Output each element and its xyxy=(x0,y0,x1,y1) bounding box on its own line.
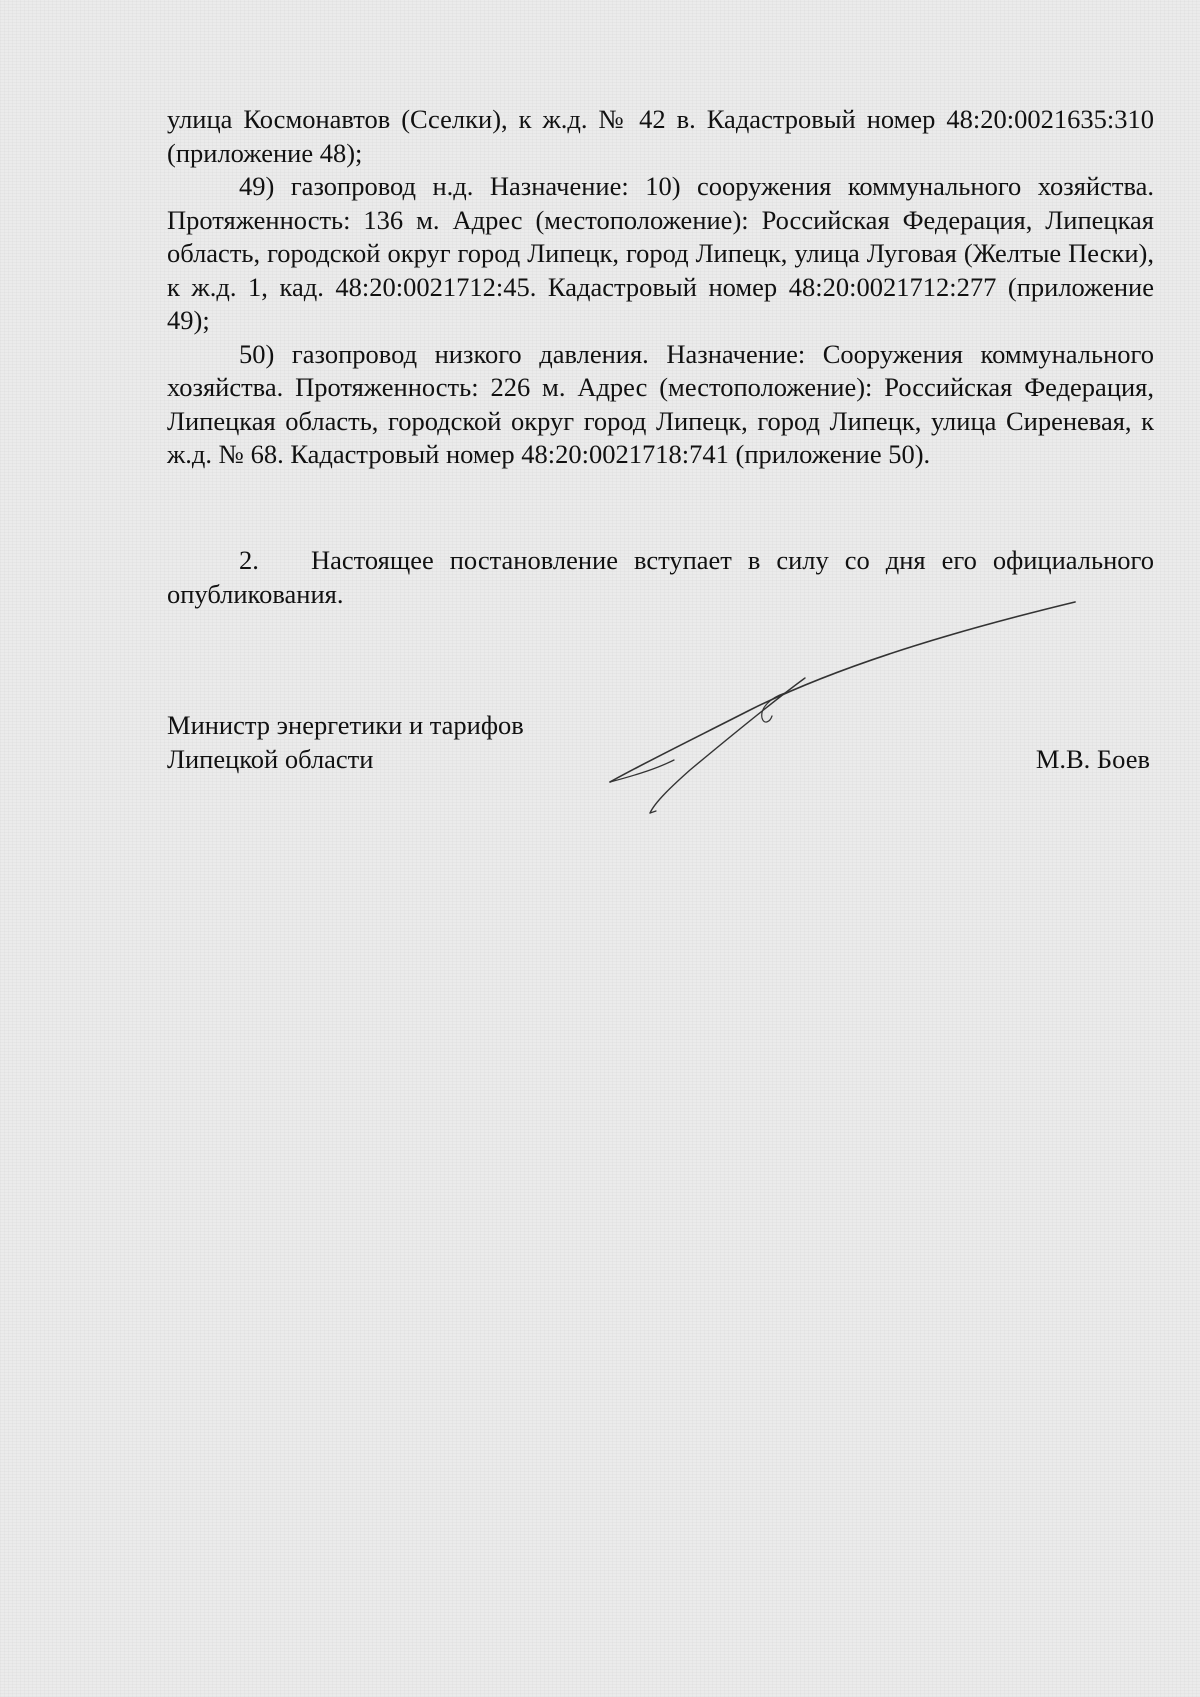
paragraph-item-50: 50) газопровод низкого давления. Назначение: Сооружения коммунального хозяйства. Протяженность: 226 м. Адрес (местоположение): Российская Федерация, Липецкая область, городской округ город Липецк, город Липецк, улица Сиреневая, к ж.д. № 68. Кадастровый номер 48:20:0021718:741 (приложение 50). xyxy=(167,338,1154,469)
signer-position-line-1: Министр энергетики и тарифов xyxy=(167,710,524,740)
item-2-number: 2. xyxy=(239,545,259,575)
paragraph-item-48-continuation: улица Космонавтов (Сселки), к ж.д. № 42 в. Кадастровый номер 48:20:0021635:310 (приложение 48); xyxy=(167,104,1154,168)
item-2-text: Настоящее постановление вступает в силу со дня его официального опубликования. xyxy=(167,545,1154,609)
signer-position xyxy=(167,709,524,776)
document-body xyxy=(167,103,1154,472)
handwritten-signature xyxy=(600,590,1090,830)
signer-position-line-2: Липецкой области xyxy=(167,743,374,774)
signer-name: М.В. Боев xyxy=(1035,744,1150,774)
paragraph-item-49: 49) газопровод н.д. Назначение: 10) сооружения коммунального хозяйства. Протяженность: 136 м. Адрес (местоположение): Российская Федерация, Липецкая область, городской округ город Липецк, город Липецк, улица Луговая (Желтые Пески), к ж.д. 1, кад. 48:20:0021712:45. Кадастровый номер 48:20:0021712:277 (приложение 49); xyxy=(167,171,1154,335)
